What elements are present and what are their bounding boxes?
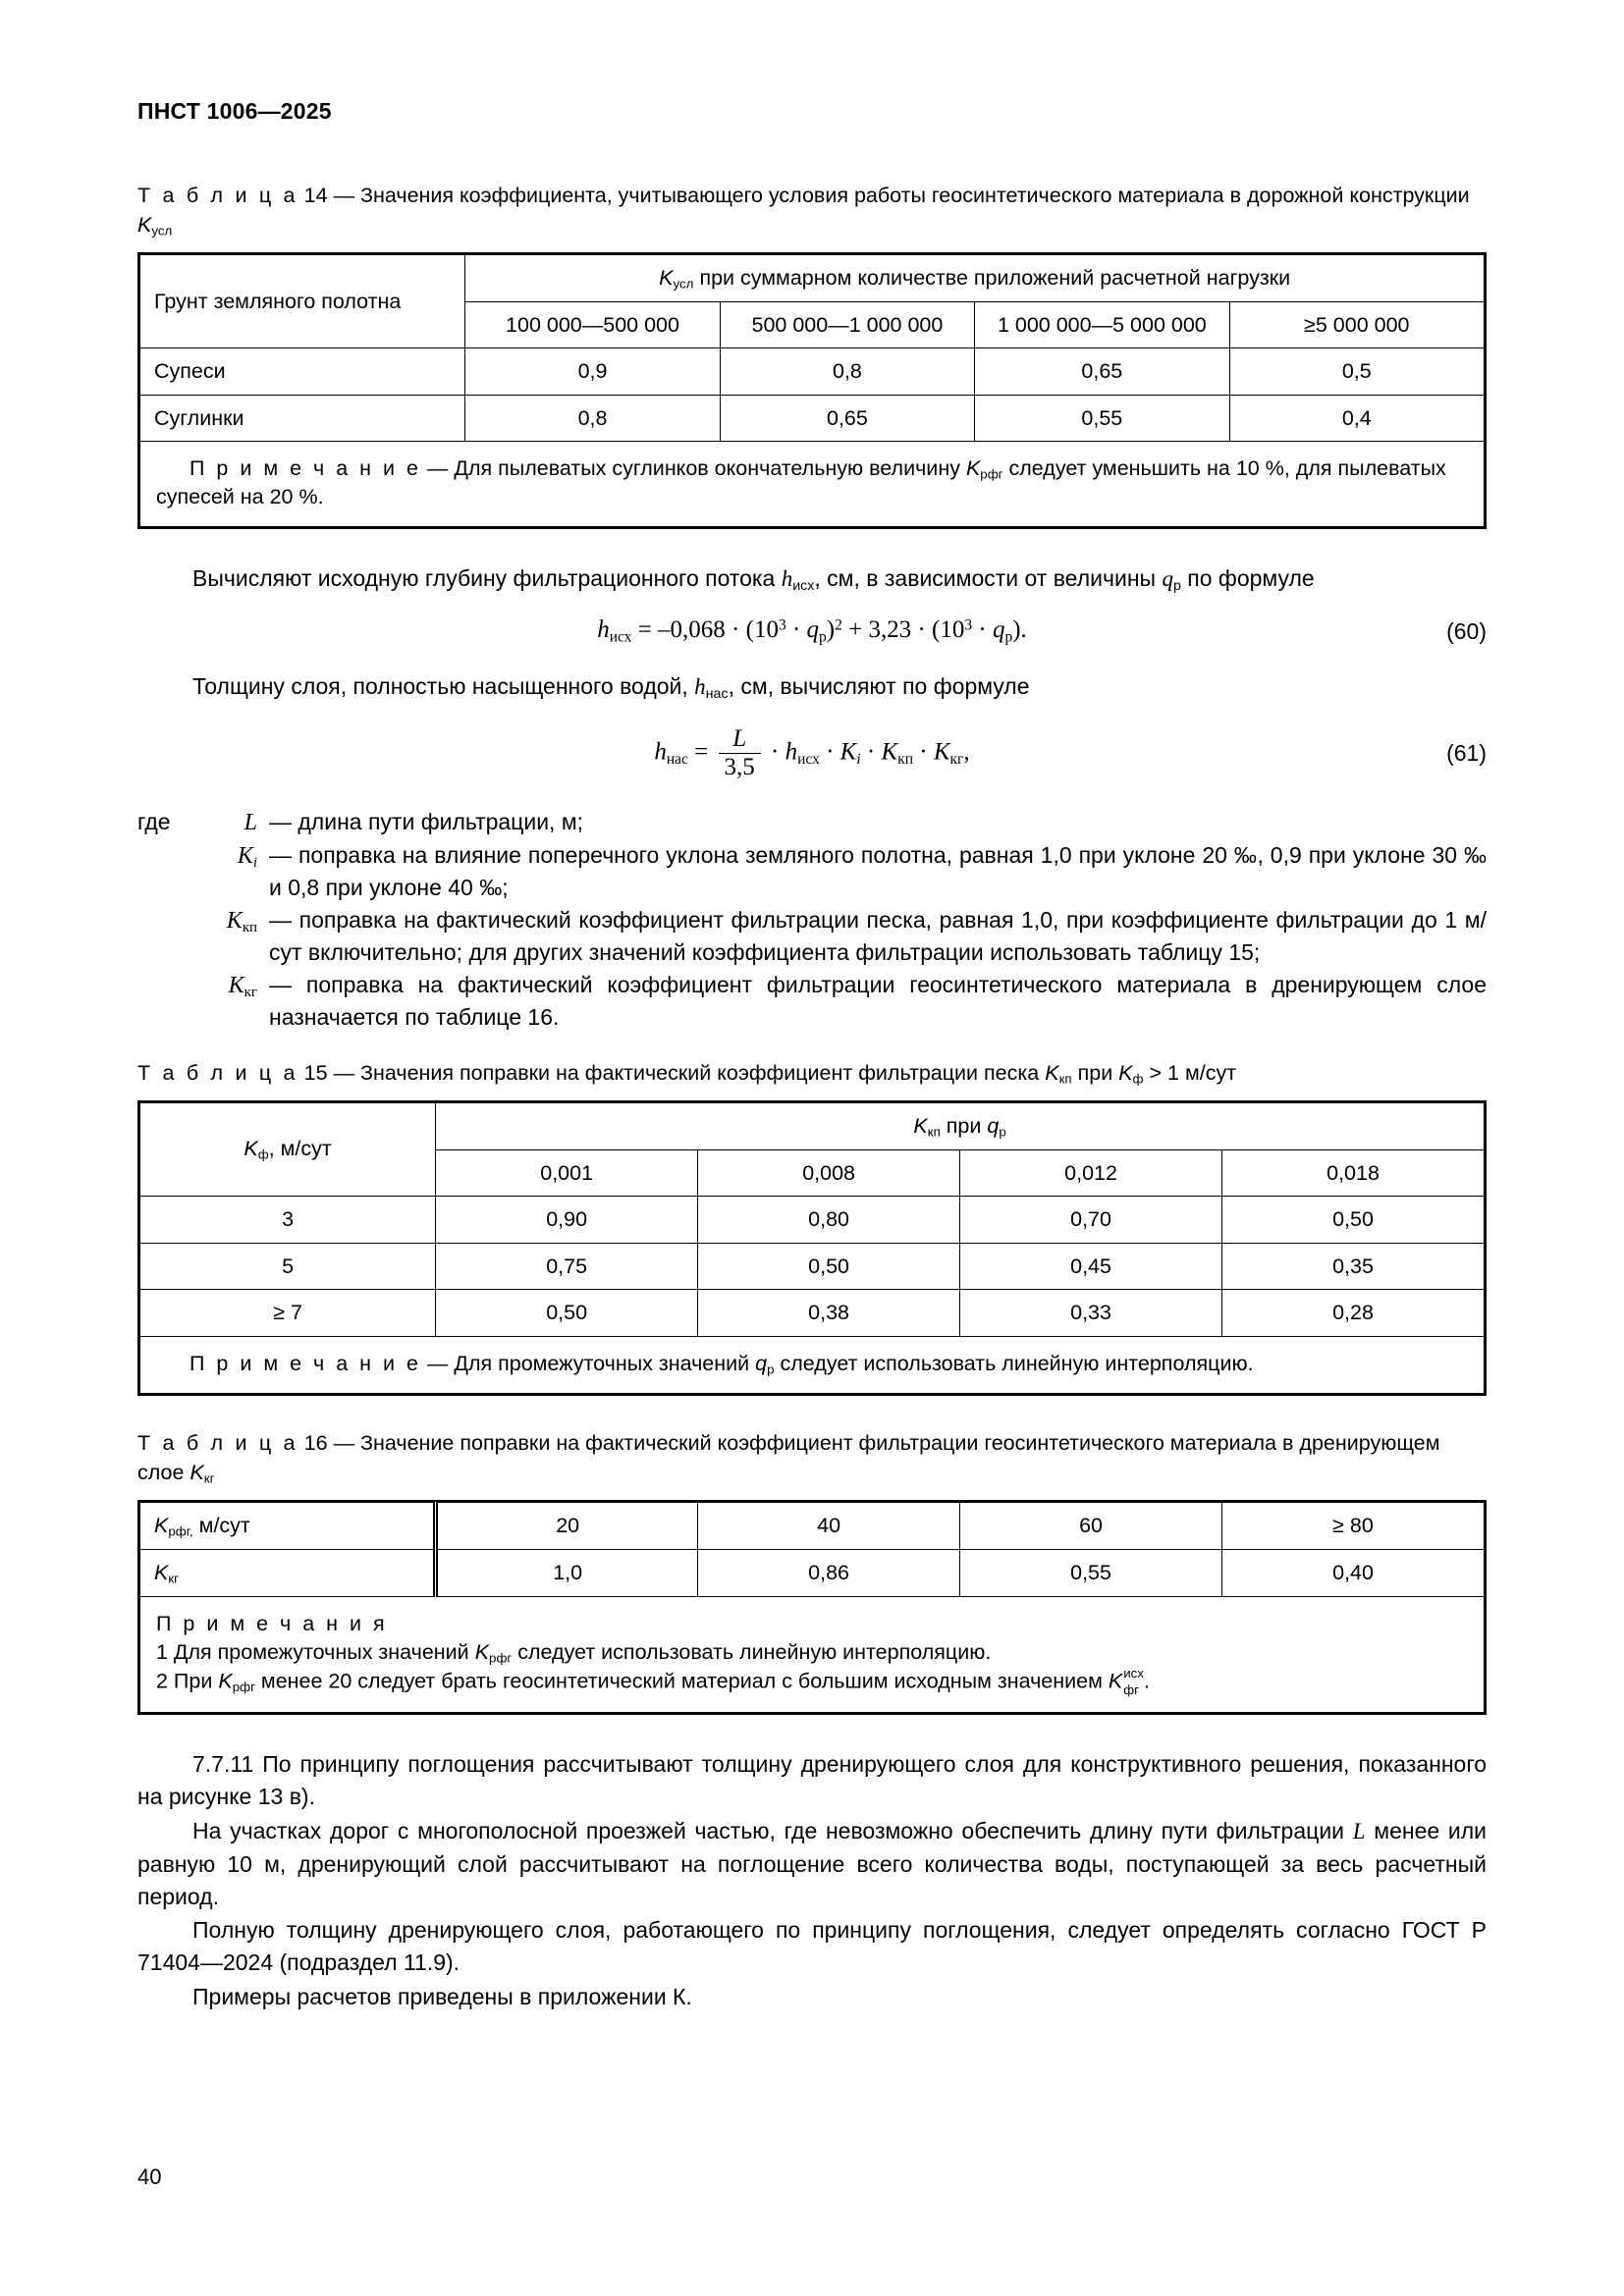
table-15-row1-val3: 0,70	[960, 1197, 1222, 1243]
definition-symbol-L-base: L	[244, 810, 257, 836]
table-16-caption	[137, 1429, 1487, 1488]
table-15-col1-header	[140, 1102, 436, 1197]
paragraph-full-thickness: Полную толщину дренирующего слоя, работающего по принципу поглощения, следует определять согласно ГОСТ Р 71404—2024 (подраздел 11.9).	[137, 1917, 1487, 1976]
formula-61-f4-sub: кг	[949, 750, 964, 768]
table-15-row2-val2: 0,50	[698, 1243, 960, 1289]
table-16-note2-symbol-sub: рфг	[232, 1679, 255, 1694]
table-16-note2-text-c: .	[1143, 1669, 1150, 1693]
p60-symbol-q: q	[1162, 565, 1173, 591]
definition-text-L: — длина пути фильтрации, м;	[269, 809, 584, 835]
table-row	[140, 348, 1485, 395]
table-14-note-text-1: — Для пылеватых суглинков окончательную величину	[426, 456, 960, 481]
table-16-note1-text-b: следует использовать линейную интерполяцию.	[517, 1639, 992, 1664]
table-15-caption-sym1-sub: кп	[1058, 1071, 1072, 1087]
table-14-note	[140, 442, 1485, 527]
table-15-row1-val4: 0,50	[1222, 1197, 1485, 1243]
table-14-note-text-2: следует уменьшить на 10 %, для пылеватых супесей на 20 %.	[156, 456, 1446, 509]
definition-item-Kkp	[137, 904, 1487, 969]
table-16-row1-sym: K	[154, 1513, 169, 1537]
p61-text-b: , см, вычисляют по формуле	[728, 673, 1030, 700]
formula-61-fraction	[719, 726, 761, 781]
table-15-subheader-4: 0,018	[1222, 1150, 1485, 1197]
table-16-caption-prefix: Т а б л и ц а	[137, 1430, 298, 1455]
table-16-note1-symbol-sub: рфг	[489, 1650, 513, 1666]
table-14-caption-text: — Значения коэффициента, учитывающего условия работы геосинтетического материала в дорожной конструкции	[333, 184, 1470, 207]
p60-symbol-h-sub: исх	[792, 577, 815, 594]
table-16-row1-val2: 40	[698, 1502, 960, 1549]
table-15-span-sym2-sub: р	[999, 1124, 1006, 1140]
table-15-span-sym2: q	[987, 1113, 1000, 1138]
formula-60-square: 2	[835, 616, 842, 634]
table-15-caption-number: 15	[303, 1060, 328, 1085]
formula-61-row	[137, 726, 1487, 781]
table-16-notes	[140, 1597, 1485, 1713]
formula-60-base: 10	[753, 616, 779, 644]
definition-text-Kkg: — поправка на фактический коэффициент фильтрации геосинтетического материала в дренирующем слое назначается по таблице 16.	[269, 971, 1487, 1030]
definition-symbol-Ki-sub: i	[252, 855, 257, 872]
formula-61-f2-sub: i	[856, 750, 861, 768]
table-row	[140, 395, 1485, 441]
table-15-col1-rest: , м/сут	[268, 1137, 332, 1161]
table-14-subheader-1: 100 000—500 000	[465, 302, 720, 348]
table-row	[140, 1197, 1485, 1243]
table-16-note-1	[156, 1638, 1468, 1667]
formula-60-var2: q	[992, 616, 1005, 644]
table-15-caption-prefix: Т а б л и ц а	[137, 1060, 298, 1085]
table-16-row1-val1: 20	[436, 1502, 698, 1549]
definition-text-Ki: — поправка на влияние поперечного уклона земляного полотна, равная 1,0 при уклоне 20 ‰, 0,9 при уклоне 30 ‰ и 0,8 при уклоне 40 ‰;	[269, 842, 1487, 901]
table-16-caption-text: — Значение поправки на фактический коэффициент фильтрации геосинтетического материала в дренирующем слое	[137, 1430, 1440, 1484]
paragraph-formula-60-intro	[137, 562, 1487, 596]
formula-61-f1: h	[785, 738, 798, 766]
formula-60-exp: 3	[778, 616, 786, 634]
table-15-row1-label: 3	[140, 1197, 436, 1243]
table-16-row2-val2: 0,86	[698, 1549, 960, 1596]
paragraph-multilane-symbol-L: L	[1352, 1818, 1366, 1843]
table-16-row2-sym: K	[154, 1560, 169, 1584]
table-14-row2-label: Суглинки	[140, 395, 465, 441]
formula-60-base2: 10	[940, 616, 965, 644]
formula-61-f1-sub: исх	[797, 750, 820, 768]
table-15-note-text-2: следует использовать линейную интерполяцию.	[780, 1351, 1254, 1375]
table-15-span-header	[436, 1102, 1485, 1149]
table-16-caption-symbol: K	[189, 1460, 204, 1484]
table-15-caption-sym2: K	[1118, 1060, 1133, 1085]
table-15-caption-text-b: > 1 м/сут	[1149, 1060, 1237, 1085]
table-15-note-symbol-sub: р	[767, 1362, 775, 1377]
definition-text-Kkp: — поправка на фактический коэффициент фильтрации песка, равная 1,0, при коэффициенте фильтрации до 1 м/сут включительно; для других значений коэффициента фильтрации использовать таблицу 15;	[269, 907, 1487, 966]
table-16-notes-row	[140, 1597, 1485, 1713]
table-16-note2-symbol2-sub: фг	[1123, 1682, 1140, 1698]
paragraph-formula-61-intro	[137, 670, 1487, 704]
table-14-row2-val4: 0,4	[1229, 395, 1484, 441]
definition-item-Ki	[137, 839, 1487, 904]
definition-symbol-Kkg-sub: кг	[244, 985, 257, 1001]
formula-61-f2: K	[839, 738, 857, 766]
table-14-row2-val2: 0,65	[720, 395, 974, 441]
table-row	[140, 1549, 1485, 1596]
table-15-row3-val3: 0,33	[960, 1290, 1222, 1336]
p61-symbol-h: h	[694, 674, 706, 700]
table-row	[140, 1243, 1485, 1289]
formula-61-f3-sub: кп	[897, 750, 913, 768]
definition-symbol-Kkp-sub: кп	[242, 920, 257, 936]
table-15-note-text-1: — Для промежуточных значений	[426, 1351, 750, 1375]
paragraph-7-7-11: 7.7.11 По принципу поглощения рассчитывают толщину дренирующего слоя для конструктивного решения, показанного на рисунке 13 в).	[137, 1751, 1487, 1809]
formula-60: $h_{исх} = -0,068 \cdot (10^3 \cdot q_р)^2 + 3,23 \cdot (10^3 \cdot q_р)$.	[597, 616, 1027, 646]
table-14-caption-symbol: K	[137, 212, 152, 237]
formula-60-var-sub: р	[819, 628, 827, 646]
formula-61-f3: K	[881, 738, 898, 766]
table-16-row2-sub: кг	[168, 1571, 180, 1586]
formula-60-var: q	[806, 616, 820, 644]
p60-text-b: , см, в зависимости от величины	[814, 564, 1157, 591]
table-14-row1-val3: 0,65	[975, 348, 1229, 395]
p60-symbol-q-sub: р	[1172, 577, 1181, 594]
table-14-row1-val2: 0,8	[720, 348, 974, 395]
definition-symbol-Ki	[192, 839, 269, 874]
table-14-subheader-4: ≥5 000 000	[1229, 302, 1484, 348]
formula-60-coef2: 3,23	[868, 616, 912, 644]
table-14-subheader-2: 500 000—1 000 000	[720, 302, 974, 348]
table-14-row2-val3: 0,55	[975, 395, 1229, 441]
table-15-note	[140, 1336, 1485, 1393]
formula-60-row	[137, 612, 1487, 651]
formula-61: $h_{нас}$ = $\frac{L}{3,5}$ · $h_{исх} \cdot K_i \cdot K_{кп} \cdot K_{кг}$,	[654, 724, 970, 780]
p60-text-a: Вычисляют исходную глубину фильтрационного потока	[192, 564, 776, 591]
table-14	[137, 252, 1487, 529]
table-16-row1-sub: рфг,	[168, 1523, 193, 1539]
definition-item-L	[137, 806, 1487, 839]
document-header: ПНСТ 1006—2025	[137, 98, 332, 124]
table-15-span-sub: кп	[927, 1124, 941, 1140]
table-15-subheader-2: 0,008	[698, 1150, 960, 1197]
table-14-note-symbol-sub: рфг	[980, 466, 1003, 482]
p61-text-a: Толщину слоя, полностью насыщенного водой,	[192, 673, 688, 700]
table-14-caption-number: 14	[303, 184, 328, 207]
table-15	[137, 1100, 1487, 1396]
table-14-span-symbol: K	[659, 265, 674, 290]
formula-61-denominator: 3,5	[724, 753, 755, 780]
table-16-row1-val3: 60	[960, 1502, 1222, 1549]
table-16	[137, 1500, 1487, 1715]
table-14-span-symbol-sub: усл	[673, 276, 694, 292]
formula-60-lhs: h	[597, 616, 610, 644]
formula-61-number: (61)	[1446, 739, 1487, 766]
table-15-col1-sub: ф	[257, 1148, 269, 1163]
table-16-note2-symbol2-sup: исх	[1123, 1665, 1144, 1681]
table-16-note2-symbol2: K	[1108, 1669, 1123, 1693]
table-15-row3-val1: 0,50	[436, 1290, 698, 1336]
table-15-row2-label: 5	[140, 1243, 436, 1289]
table-14-header-row-1	[140, 254, 1485, 301]
table-16-caption-number: 16	[303, 1430, 328, 1455]
table-15-subheader-3: 0,012	[960, 1150, 1222, 1197]
table-15-note-label: П р и м е ч а н и е	[189, 1351, 421, 1375]
definition-symbol-Kkg	[192, 969, 269, 1003]
table-16-note1-text-a: 1 Для промежуточных значений	[156, 1639, 469, 1664]
page-number: 40	[137, 2164, 162, 2189]
table-14-row1-label: Супеси	[140, 348, 465, 395]
table-16-notes-label: П р и м е ч а н и я	[156, 1612, 388, 1636]
formula-60-var2-sub: р	[1004, 628, 1013, 646]
table-14-caption-prefix: Т а б л и ц а	[137, 184, 298, 207]
definition-symbol-Kkg-base: K	[228, 972, 244, 998]
definitions-where-label: где	[137, 809, 171, 835]
table-15-row3-val2: 0,38	[698, 1290, 960, 1336]
formula-61-lhs-sub: нас	[666, 750, 688, 768]
definition-symbol-Ki-base: K	[237, 843, 253, 870]
p60-symbol-h: h	[781, 565, 793, 591]
definition-item-Kkg	[137, 969, 1487, 1034]
table-16-row2-val1: 1,0	[436, 1549, 698, 1596]
table-15-span-sym: K	[913, 1113, 928, 1138]
table-15-row3-label: ≥ 7	[140, 1290, 436, 1336]
table-15-header-row-1	[140, 1102, 1485, 1149]
paragraph-multilane-text-a: На участках дорог с многополосной проезжей частью, где невозможно обеспечить длину пути фильтрации	[192, 1817, 1345, 1843]
table-15-row1-val2: 0,80	[698, 1197, 960, 1243]
table-16-note2-symbol: K	[218, 1669, 233, 1693]
paragraph-multilane	[137, 1815, 1487, 1913]
p60-text-c: по формуле	[1187, 564, 1315, 591]
paragraph-examples: Примеры расчетов приведены в приложении К.	[192, 1984, 692, 2010]
table-14-caption-symbol-sub: усл	[151, 223, 173, 239]
table-16-note2-text-b: менее 20 следует брать геосинтетический материал с большим исходным значением	[260, 1669, 1103, 1693]
table-14-note-symbol: K	[965, 456, 981, 481]
table-16-note2-text-a: 2 При	[156, 1669, 213, 1693]
formula-61-f4: K	[933, 738, 950, 766]
table-15-row1-val1: 0,90	[436, 1197, 698, 1243]
formula-60-exp2: 3	[964, 616, 973, 634]
table-14-span-text: при суммарном количестве приложений расчетной нагрузки	[699, 265, 1291, 290]
table-14-row2-val1: 0,8	[465, 395, 720, 441]
table-14-row1-val1: 0,9	[465, 348, 720, 395]
table-14-note-label: П р и м е ч а н и е	[189, 456, 421, 481]
table-14-note-row	[140, 442, 1485, 527]
table-16-row2-label	[140, 1549, 436, 1596]
table-row	[140, 1502, 1485, 1549]
table-15-caption-sym1: K	[1045, 1060, 1059, 1085]
table-15-caption-mid: при	[1077, 1060, 1113, 1085]
table-16-caption-symbol-sub: кг	[203, 1470, 215, 1486]
table-15-caption-text: — Значения поправки на фактический коэффициент фильтрации песка	[333, 1060, 1040, 1085]
table-14-span-header	[465, 254, 1485, 301]
formula-60-coef: –0,068	[658, 616, 726, 644]
table-14-caption	[137, 182, 1487, 240]
table-16-row2-val3: 0,55	[960, 1549, 1222, 1596]
table-15-caption-sym2-sub: ф	[1132, 1071, 1144, 1087]
table-16-row1-val4: ≥ 80	[1222, 1502, 1485, 1549]
table-15-row2-val4: 0,35	[1222, 1243, 1485, 1289]
table-16-row1-rest: м/сут	[198, 1513, 250, 1537]
table-15-row2-val1: 0,75	[436, 1243, 698, 1289]
definitions-list	[137, 806, 1487, 1034]
table-15-note-row	[140, 1336, 1485, 1393]
table-15-row2-val3: 0,45	[960, 1243, 1222, 1289]
table-15-subheader-1: 0,001	[436, 1150, 698, 1197]
table-14-subheader-3: 1 000 000—5 000 000	[975, 302, 1229, 348]
table-row	[140, 1290, 1485, 1336]
definition-symbol-L	[192, 806, 269, 839]
formula-61-numerator: L	[732, 724, 747, 752]
table-16-row1-label	[140, 1502, 436, 1549]
table-16-row2-val4: 0,40	[1222, 1549, 1485, 1596]
definition-symbol-Kkp-base: K	[226, 908, 243, 934]
table-15-note-symbol: q	[755, 1351, 768, 1375]
formula-61-lhs: h	[654, 738, 667, 766]
definition-symbol-Kkp	[192, 904, 269, 938]
formula-60-lhs-sub: исх	[609, 628, 632, 646]
table-14-row1-val4: 0,5	[1229, 348, 1484, 395]
table-15-row3-val4: 0,28	[1222, 1290, 1485, 1336]
table-15-span-mid: при	[946, 1113, 982, 1138]
table-15-caption	[137, 1059, 1487, 1089]
table-16-note1-symbol: K	[474, 1639, 490, 1664]
formula-60-number: (60)	[1446, 617, 1487, 644]
table-15-col1-sym: K	[244, 1137, 258, 1161]
paragraph-multilane-text-b: менее или равную 10 м, дренирующий слой рассчитывают на поглощение всего количества воды, поступающей за весь расчетный период.	[137, 1817, 1488, 1909]
table-16-note-2	[156, 1667, 1468, 1697]
table-16-note2-symbol2-affixes	[1123, 1667, 1144, 1697]
table-14-col1-header: Грунт земляного полотна	[140, 254, 465, 348]
p61-symbol-h-sub: нас	[705, 686, 729, 703]
